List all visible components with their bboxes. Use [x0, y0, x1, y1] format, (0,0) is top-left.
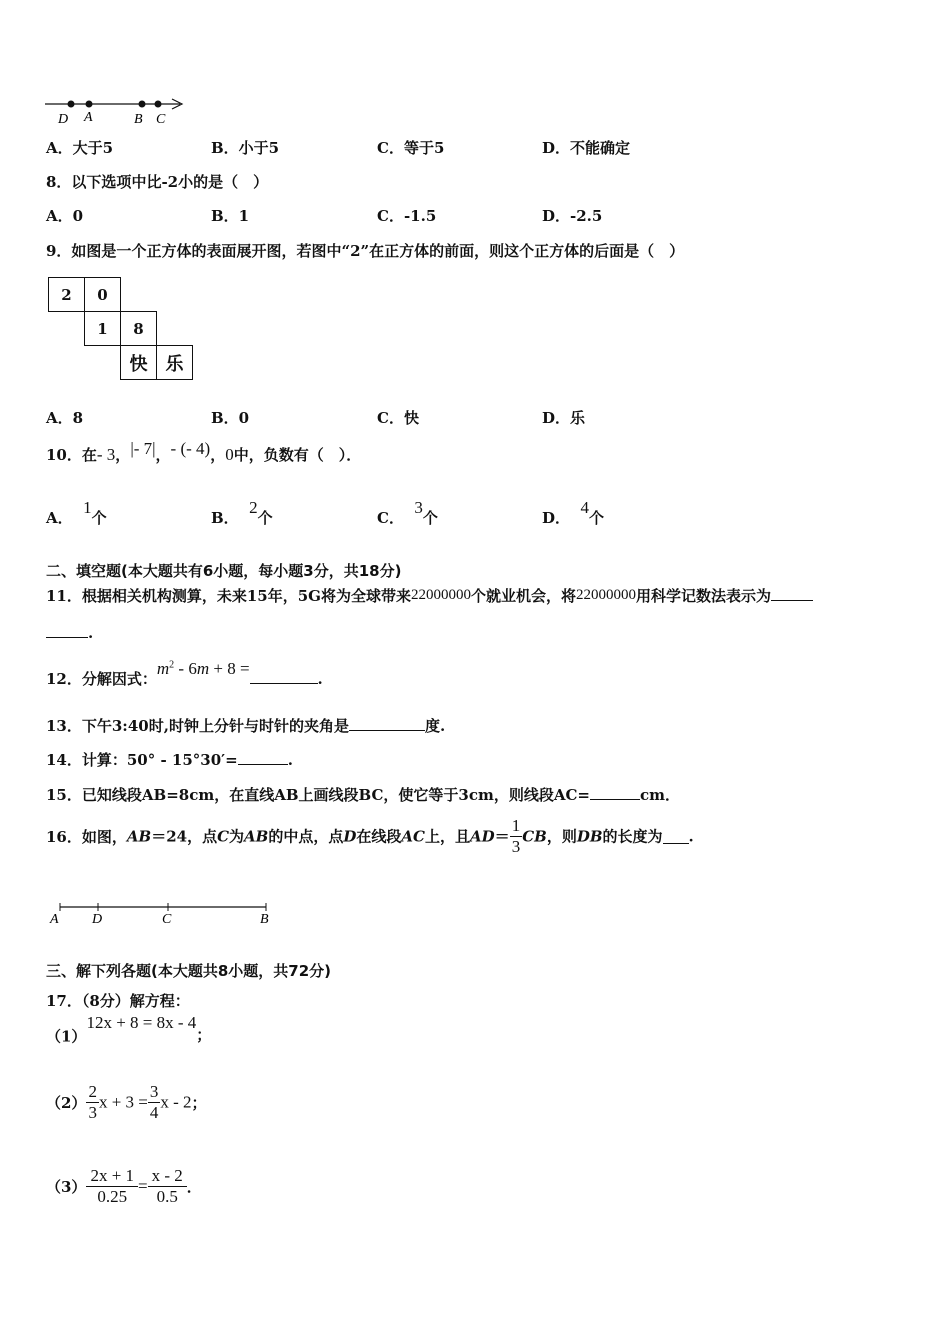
q11-num1: 22000000 [411, 587, 471, 603]
label-b: B [134, 112, 143, 127]
q17-p2-mid: x + 3 = [98, 1092, 148, 1112]
q10-option-c-num: 3 [414, 498, 423, 517]
q17-p2-semi: ； [191, 1094, 207, 1112]
q9-option-b: B．0 [211, 409, 250, 427]
section-3-heading: 三、解下列各题(本大题共8小题，共72分) [46, 962, 332, 980]
q17-p2-tail: x - 2 [160, 1092, 192, 1112]
q11-stem [46, 585, 813, 606]
q11-part3: 用科学记数法表示为 [636, 587, 772, 605]
q8-option-c: C．-1.5 [377, 207, 437, 225]
q12-expr-m2: m [196, 659, 210, 678]
q17-p3-eq: = [138, 1176, 148, 1196]
cube-cell-le: 乐 [156, 345, 193, 380]
q16-stem [46, 816, 694, 857]
point-a [86, 101, 93, 108]
q16-end: . [688, 827, 694, 846]
q10-item-3: - (- 4) [170, 439, 211, 458]
q14-prefix: 14．计算：50° - 15°30′= [46, 751, 238, 769]
segment-figure [44, 898, 284, 928]
q11-continuation [46, 623, 93, 642]
q16-db: DB [576, 827, 603, 846]
q17-p2-f2-den: 4 [149, 1103, 159, 1122]
seg-label-a: A [50, 912, 59, 927]
q10-stem [46, 439, 362, 465]
q10-suffix: 中，负数有（ ）． [233, 446, 362, 464]
q8-option-a: A．0 [46, 207, 84, 225]
q16-ab2: AB [244, 827, 269, 846]
q16-frac-den: 3 [511, 837, 521, 856]
q10-option-c-unit: 个 [422, 509, 438, 527]
cube-cell-8: 8 [120, 311, 157, 346]
q17-p3-f1-den: 0.25 [97, 1187, 128, 1206]
q17-p2-frac1 [86, 1082, 99, 1123]
cube-cell-2: 2 [48, 277, 85, 312]
q17-p3-frac1 [86, 1166, 138, 1207]
number-line-figure [40, 92, 200, 128]
q7-option-c: C．等于5 [377, 139, 445, 157]
q15-stem [46, 784, 680, 805]
q17-p3-f2-den: 0.5 [156, 1187, 178, 1206]
q10-option-b-letter: B． [211, 509, 239, 527]
q17-p3-frac2 [148, 1166, 187, 1207]
q10-option-a-unit: 个 [91, 509, 107, 527]
q16-ac: AC [401, 827, 425, 846]
q11-end: . [88, 624, 94, 642]
q16-ab: AB [126, 827, 152, 846]
cube-cell-kuai: 快 [120, 345, 157, 380]
cube-cell-1: 1 [84, 311, 121, 346]
seg-label-b: B [260, 912, 269, 927]
label-d: D [58, 112, 69, 127]
q10-prefix: 10．在 [46, 446, 97, 464]
q11-answer-blank[interactable] [771, 586, 813, 601]
label-a: A [84, 110, 93, 125]
q12-expr-m: m [156, 659, 170, 678]
q10-item-4: 0 [225, 445, 234, 464]
q11-part1: 11．根据相关机构测算，未来15年，5G将为全球带来 [46, 587, 411, 605]
q16-p2: ＝24，点 [151, 827, 218, 846]
q10-option-b-num: 2 [249, 498, 258, 517]
q17-p3-f2-num: x - 2 [148, 1166, 187, 1187]
q16-p6: 上，且 [425, 827, 471, 846]
q9-option-a: A．8 [46, 409, 84, 427]
q11-part2: 个就业机会，将 [471, 587, 577, 605]
q12-end: . [317, 670, 323, 688]
q8-stem: 8．以下选项中比-2小的是（ ） [46, 173, 269, 191]
q16-ad: AD [470, 827, 495, 846]
point-b [139, 101, 146, 108]
q11-num2: 22000000 [576, 587, 637, 603]
q11-answer-blank-cont[interactable] [46, 623, 88, 638]
q7-option-d: D．不能确定 [542, 139, 631, 157]
q13-stem [46, 715, 445, 736]
q14-stem [46, 749, 293, 770]
q12-prefix: 12．分解因式： [46, 670, 157, 688]
q17-part3 [46, 1166, 202, 1207]
q17-p2-f2-num: 3 [149, 1082, 159, 1101]
q8-option-b: B．1 [211, 207, 250, 225]
point-d [68, 101, 75, 108]
q15-suffix: cm． [640, 786, 681, 804]
q17-p2-f1-num: 2 [88, 1082, 97, 1101]
q12-expr-6: - 6 [174, 659, 197, 678]
q16-frac-num: 1 [511, 816, 521, 835]
q10-item-1: - 3 [96, 445, 116, 464]
label-c: C [156, 112, 166, 127]
q17-p3-f1-num: 2x + 1 [86, 1166, 138, 1187]
cube-cell-0: 0 [84, 277, 121, 312]
q8-option-d: D．-2.5 [542, 207, 603, 225]
q17-part1 [46, 1013, 212, 1047]
q17-p1-label: （1） [46, 1027, 87, 1046]
q10-option-b [211, 498, 273, 528]
q10-sep-3: ， [210, 446, 226, 464]
q15-prefix: 15．已知线段AB=8cm，在直线AB上画线段BC，使它等于3cm，则线段AC= [46, 786, 591, 804]
seg-label-c: C [162, 912, 172, 927]
q13-suffix: 度. [424, 717, 446, 735]
seg-label-d: D [92, 912, 103, 927]
q7-option-a: A．大于5 [46, 139, 114, 157]
q10-option-d-letter: D． [542, 509, 571, 527]
q10-item-2: |- 7| [130, 439, 156, 458]
q17-part2 [46, 1082, 207, 1123]
q13-answer-blank[interactable] [349, 716, 425, 731]
q9-stem: 9．如图是一个正方体的表面展开图，若图中“2”在正方体的前面，则这个正方体的后面是（ ） [46, 242, 685, 260]
q16-p9: 的长度为 [602, 827, 663, 846]
q13-prefix: 13．下午3:40时,时钟上分针与时针的夹角是 [46, 717, 349, 735]
q14-end: . [287, 751, 293, 769]
q12-expr-sup: 2 [169, 659, 175, 671]
q10-sep-2: ， [155, 446, 171, 464]
q10-option-d [542, 498, 604, 528]
q10-option-c [377, 498, 438, 528]
point-c [155, 101, 162, 108]
q17-p3-dot: ． [186, 1178, 202, 1196]
q10-sep-1: ， [115, 446, 131, 464]
q12-expr-tail: + 8 = [209, 659, 250, 678]
q16-p4: 的中点，点 [268, 827, 344, 846]
q16-answer-blank[interactable] [663, 829, 689, 844]
q14-answer-blank[interactable] [238, 750, 288, 765]
q16-p8: ，则 [546, 827, 577, 846]
q17-p2-label: （2） [46, 1094, 87, 1112]
q10-option-c-letter: C． [377, 509, 404, 527]
q10-option-a [46, 498, 107, 528]
q9-option-d: D．乐 [542, 409, 586, 427]
q7-option-b: B．小于5 [211, 139, 280, 157]
q17-p1-expr: 12x + 8 = 8x - 4 [86, 1013, 197, 1032]
q10-option-d-num: 4 [580, 498, 589, 517]
q16-p1: 16．如图， [46, 827, 127, 846]
q15-answer-blank[interactable] [590, 785, 640, 800]
q12-stem [46, 659, 323, 689]
q10-option-b-unit: 个 [257, 509, 273, 527]
q16-fraction [510, 816, 523, 857]
q17-p2-f1-den: 3 [88, 1103, 97, 1122]
q12-answer-blank[interactable] [250, 669, 318, 684]
q16-d: D [343, 827, 357, 846]
q9-option-c: C．快 [377, 409, 419, 427]
q10-option-d-unit: 个 [588, 509, 604, 527]
q16-p5: 在线段 [356, 827, 402, 846]
q10-option-a-num: 1 [83, 498, 92, 517]
q16-cb: CB [522, 827, 547, 846]
section-2-heading: 二、填空题(本大题共有6小题，每小题3分，共18分) [46, 562, 402, 580]
q17-p2-frac2 [148, 1082, 161, 1123]
q16-p3: 为 [229, 827, 245, 846]
q17-p3-label: （3） [46, 1178, 87, 1196]
q10-option-a-letter: A． [46, 509, 73, 527]
q17-p1-semi: ； [196, 1026, 212, 1044]
q17-stem: 17．（8分）解方程： [46, 992, 190, 1010]
q16-p7: ＝ [494, 827, 510, 846]
q16-c: C [217, 827, 230, 846]
